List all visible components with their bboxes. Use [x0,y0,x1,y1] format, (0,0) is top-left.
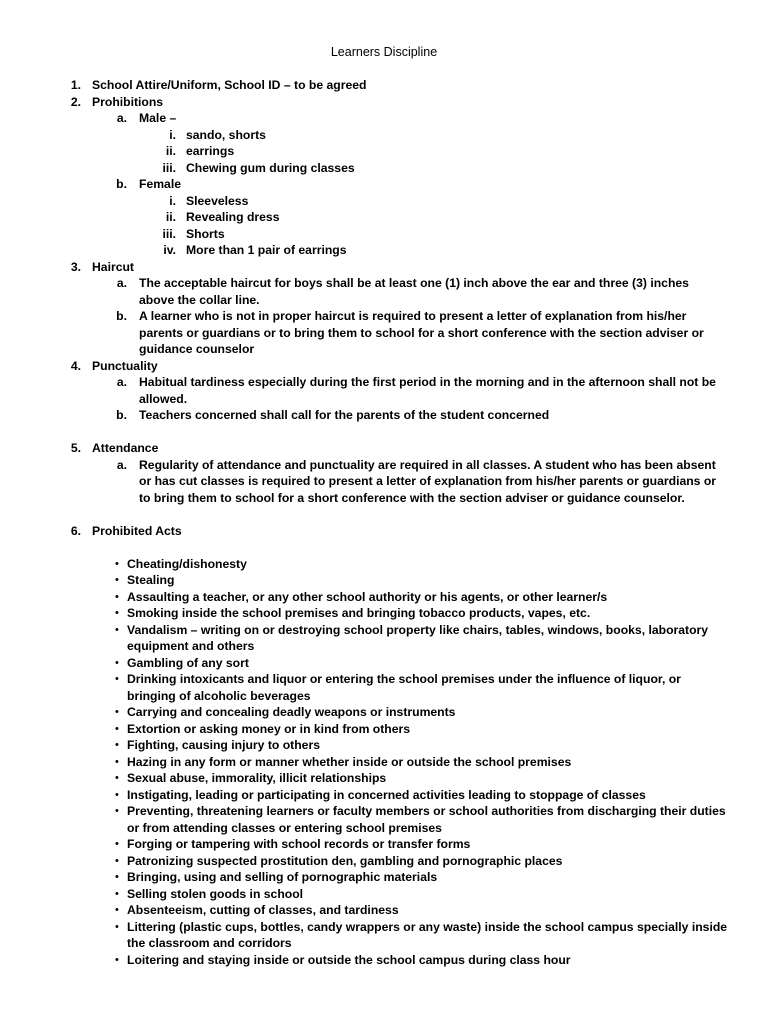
roman-numeral: ii. [165,144,176,158]
paragraph-line: to bring them to school for a short conference with the section adviser or guidance counselor. [139,490,685,505]
bullet-text: Cheating/dishonesty [127,556,247,571]
paragraph-line: parents or guardians or to bring them to school for a short conference with the section adviser or [139,325,704,340]
bullet-text: Gambling of any sort [127,655,249,670]
bullet-icon: • [115,607,119,619]
bullet-icon: • [115,739,119,751]
section-number: 6. [70,523,81,538]
bullet-text: Selling stolen goods in school [127,886,304,901]
bullet-icon: • [115,871,119,883]
sub-heading: Female [139,177,182,191]
paragraph-line: Teachers concerned shall call for the parents of the student concerned [139,408,550,422]
list-item: sando, shorts [186,127,266,142]
bullet-icon: • [115,772,119,784]
bullet-text: Fighting, causing injury to others [127,738,320,752]
bullet-text: Patronizing suspected prostitution den, gambling and pornographic places [127,853,563,868]
section-heading: Attendance [92,441,159,455]
list-item: earrings [186,144,235,158]
bullet-text: Stealing [127,573,175,587]
bullet-text: Absenteeism, cutting of classes, and tardiness [127,903,399,917]
bullet-text: Hazing in any form or manner whether inside or outside the school premises [127,754,572,769]
section-heading: Punctuality [92,358,158,373]
bullet-icon: • [115,953,119,966]
bullet-icon: • [115,623,119,636]
bullet-text: Carrying and concealing deadly weapons or instruments [127,705,456,719]
sub-letter: a. [116,457,127,472]
sub-letter: b. [116,309,127,323]
bullet-icon: • [115,656,119,669]
bullet-text: Preventing, threatening learners or faculty members or school authorities from discharging their duties [127,804,726,818]
section-number: 3. [70,259,81,274]
list-item: Revealing dress [186,210,280,224]
list-item: Chewing gum during classes [186,160,355,175]
bullet-icon: • [115,722,119,735]
bullet-icon: • [115,788,119,801]
roman-numeral: i. [169,193,176,208]
roman-numeral: iii. [162,160,176,175]
bullet-text: bringing of alcoholic beverages [127,688,311,703]
section-heading: Prohibitions [92,94,164,109]
bullet-text: Assaulting a teacher, or any other school authority or his agents, or other learner/s [127,589,608,604]
sub-letter: b. [116,177,127,191]
bullet-text: equipment and others [127,639,255,653]
sub-letter: b. [116,408,127,422]
section-heading: Haircut [92,259,134,274]
bullet-text: Vandalism – writing on or destroying school property like chairs, tables, windows, books, laboratory [127,622,709,637]
bullet-icon: • [115,557,119,570]
roman-numeral: iv. [163,243,176,257]
bullet-icon: • [115,574,119,586]
paragraph-line: above the collar line. [139,292,260,307]
bullet-text: the classroom and corridors [127,936,292,950]
bullet-icon: • [115,887,119,900]
bullet-icon: • [115,673,119,685]
section-heading: Prohibited Acts [92,523,182,538]
bullet-text: or from attending classes or entering school premises [127,820,442,835]
bullet-text: Littering (plastic cups, bottles, candy wrappers or any waste) inside the school campus specially inside [127,919,728,934]
bullet-text: Instigating, leading or participating in concerned activities leading to stoppage of classes [127,787,646,802]
bullet-text: Sexual abuse, immorality, illicit relationships [127,771,387,785]
bullet-text: Extortion or asking money or in kind from others [127,721,411,736]
bullet-icon: • [115,805,119,817]
bullet-icon: • [115,838,119,850]
bullet-icon: • [115,590,119,603]
roman-numeral: i. [169,127,176,142]
paragraph-line: The acceptable haircut for boys shall be at least one (1) inch above the ear and three (3) inches [139,276,689,290]
sub-letter: a. [116,111,127,125]
paragraph-line: Habitual tardiness especially during the first period in the morning and in the afternoon shall not be [139,375,716,389]
paragraph-line: guidance counselor [139,342,255,356]
bullet-text: Forging or tampering with school records or transfer forms [127,837,471,851]
bullet-text: Drinking intoxicants and liquor or entering the school premises under the influence of liquor, or [127,672,681,686]
paragraph-line: allowed. [139,391,188,406]
list-item: More than 1 pair of earrings [186,243,347,257]
bullet-icon: • [115,755,119,768]
paragraph-line: A learner who is not in proper haircut is required to present a letter of explanation from his/her [139,309,687,323]
section-number: 5. [70,441,81,455]
section-heading: School Attire/Uniform, School ID – to be agreed [92,78,367,92]
paragraph-line: Regularity of attendance and punctuality are required in all classes. A student who has been absent [139,457,716,472]
bullet-text: Loitering and staying inside or outside the school campus during class hour [127,952,571,967]
bullet-icon: • [115,920,119,933]
section-number: 1. [70,78,81,92]
paragraph-line: or has cut classes is required to present a letter of explanation from his/her parents or guardians or [139,474,717,488]
roman-numeral: iii. [162,226,176,241]
bullet-text: Smoking inside the school premises and bringing tobacco products, vapes, etc. [127,606,591,620]
sub-heading: Male – [139,111,177,125]
list-item: Sleeveless [186,193,249,208]
section-number: 4. [70,358,81,373]
page-title: Learners Discipline [330,45,438,59]
bullet-text: Bringing, using and selling of pornographic materials [127,870,438,884]
bullet-icon: • [115,904,119,916]
sub-letter: a. [116,276,127,290]
list-item: Shorts [186,226,225,241]
sub-letter: a. [116,375,127,389]
section-number: 2. [70,94,81,109]
bullet-icon: • [115,854,119,867]
roman-numeral: ii. [165,210,176,224]
bullet-icon: • [115,706,119,718]
